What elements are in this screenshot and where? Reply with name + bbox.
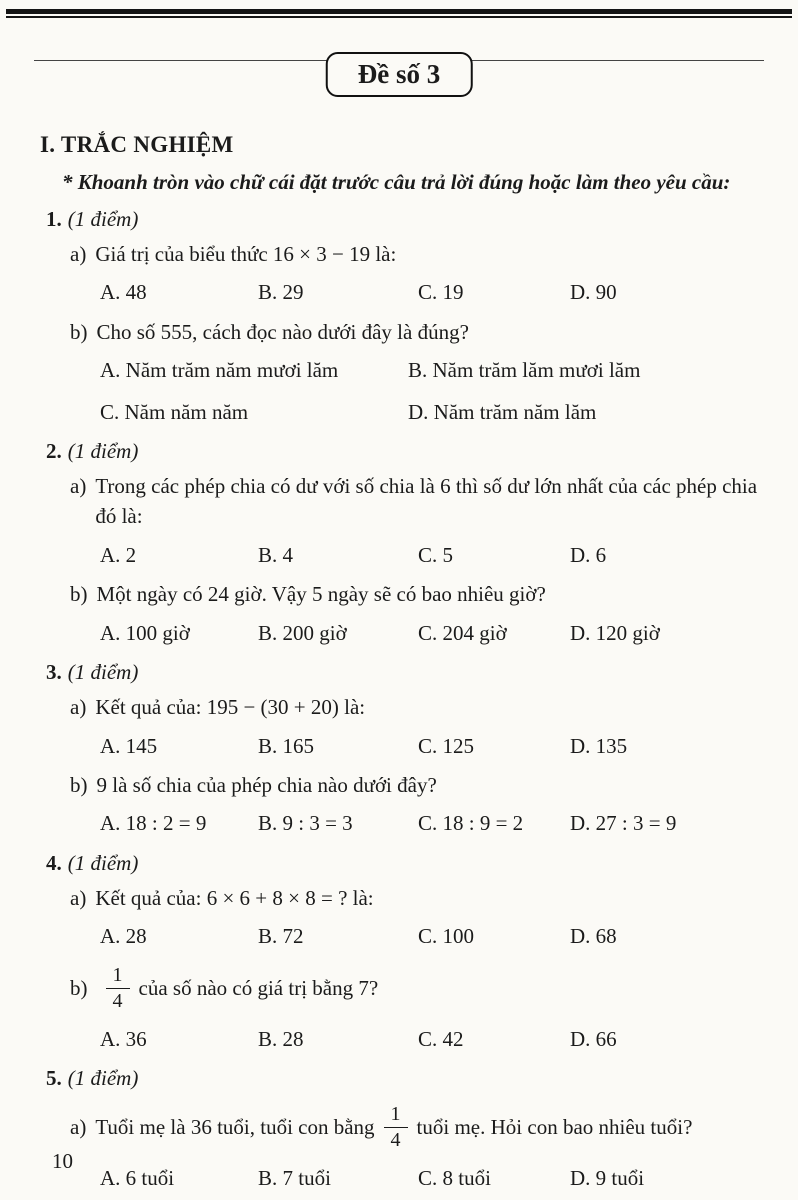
option: B. 4: [258, 542, 294, 567]
option: C. 204 giờ: [418, 620, 507, 645]
option: C. 18 : 9 = 2: [418, 811, 524, 836]
part-text: Kết quả của: 195 − (30 + 20) là:: [95, 695, 366, 720]
test-title: Đề số 3: [357, 59, 441, 89]
part-text: Trong các phép chia có dư với số chia là 6 thì số dư lớn nhất của các phép chia đó là:: [95, 474, 758, 529]
question-2-head: [46, 439, 762, 464]
part-3b: [70, 770, 762, 800]
header: [0, 58, 798, 110]
options-2a: [100, 541, 762, 570]
part-label: b): [70, 975, 88, 1000]
option: B. 72: [258, 924, 304, 949]
option: B. 165: [258, 733, 315, 758]
question-3: [40, 660, 762, 839]
question-5-head: [46, 1066, 762, 1091]
fraction: [384, 1103, 408, 1152]
fraction-numerator: 1: [106, 964, 130, 989]
option: A. 36: [100, 1026, 147, 1051]
option: D. 66: [570, 1026, 617, 1051]
option: A. 48: [100, 280, 147, 305]
part-4a: [70, 883, 762, 913]
options-1a: [100, 278, 762, 307]
question-5: [40, 1066, 762, 1193]
option: A. 100 giờ: [100, 620, 190, 645]
options-4b: [100, 1025, 762, 1054]
option: B. 9 : 3 = 3: [258, 811, 353, 836]
option: B. 29: [258, 280, 304, 305]
question-number: 3.: [46, 660, 62, 685]
question-number: 1.: [46, 207, 62, 231]
options-5a: [100, 1164, 762, 1193]
question-points: (1 điểm): [67, 850, 139, 875]
option: C. 5: [418, 542, 454, 567]
part-text: 9 là số chia của phép chia nào dưới đây?: [96, 772, 437, 797]
part-label: b): [70, 319, 88, 344]
part-text: Cho số 555, cách đọc nào dưới đây là đúng?: [96, 319, 469, 344]
option: A. 2: [100, 542, 137, 567]
option: C. 42: [418, 1026, 464, 1051]
option: D. 90: [570, 280, 617, 305]
part-label: b): [70, 582, 88, 607]
option: A. 28: [100, 924, 147, 949]
fraction-denominator: 4: [112, 989, 123, 1012]
option: B. 7 tuổi: [258, 1166, 331, 1191]
part-2b: [70, 579, 762, 609]
option: C. 8 tuổi: [418, 1166, 491, 1191]
question-1-head: [46, 207, 762, 232]
options-3b: [100, 809, 762, 838]
option: C. 19: [418, 280, 464, 305]
part-text-before: Tuổi mẹ là 36 tuổi, tuổi con bằng: [95, 1115, 375, 1140]
part-label: a): [70, 474, 87, 499]
question-points: (1 điểm): [67, 660, 139, 685]
part-3a: [70, 692, 762, 722]
part-text: Kết quả của: 6 × 6 + 8 × 8 = ? là:: [95, 885, 374, 910]
fraction-numerator: 1: [384, 1103, 408, 1128]
question-points: (1 điểm): [67, 1066, 139, 1091]
part-label: a): [70, 1115, 87, 1140]
part-label: a): [70, 695, 87, 720]
option: D. 135: [570, 733, 628, 758]
option: D. 68: [570, 924, 617, 949]
option: A. 145: [100, 733, 158, 758]
part-label: b): [70, 772, 88, 797]
question-number: 5.: [46, 1066, 62, 1091]
options-1b: [100, 356, 762, 427]
part-label: a): [70, 242, 87, 266]
page-number: 10: [52, 1149, 73, 1173]
option: D. 27 : 3 = 9: [570, 811, 677, 836]
option: C. Năm năm năm: [100, 399, 249, 424]
option: C. 125: [418, 733, 475, 758]
part-text: Giá trị của biểu thức 16 × 3 − 19 là:: [95, 242, 397, 266]
option: C. 100: [418, 924, 475, 949]
part-text: của số nào có giá trị bằng 7?: [138, 975, 379, 1000]
part-4b: [70, 964, 762, 1013]
top-border-thin: [6, 16, 792, 18]
content: [0, 132, 798, 1193]
question-3-head: [46, 660, 762, 685]
part-2a: [70, 471, 762, 532]
part-text: Một ngày có 24 giờ. Vậy 5 ngày sẽ có bao nhiêu giờ?: [96, 582, 546, 607]
options-2b: [100, 619, 762, 648]
question-4: [40, 851, 762, 1054]
section-title: I. TRẮC NGHIỆM: [40, 132, 234, 157]
question-1: [40, 207, 762, 427]
test-title-box: [326, 52, 473, 97]
question-points: (1 điểm): [67, 439, 139, 464]
instruction: * Khoanh tròn vào chữ cái đặt trước câu trả lời đúng hoặc làm theo yêu cầu:: [62, 170, 731, 194]
part-1a: [70, 239, 762, 269]
option: A. 18 : 2 = 9: [100, 811, 207, 836]
part-5a: [70, 1103, 762, 1152]
option: A. 6 tuổi: [100, 1166, 175, 1191]
options-4a: [100, 922, 762, 951]
option: D. Năm trăm năm lăm: [408, 399, 597, 424]
option: B. 28: [258, 1026, 304, 1051]
part-label: a): [70, 885, 87, 910]
top-border-thick: [6, 9, 792, 14]
option: D. 9 tuổi: [570, 1166, 645, 1191]
options-3a: [100, 732, 762, 761]
option: D. 6: [570, 542, 607, 567]
part-1b: [70, 317, 762, 347]
fraction-denominator: 4: [390, 1129, 401, 1152]
question-2: [40, 439, 762, 648]
part-text-after: tuổi mẹ. Hỏi con bao nhiêu tuổi?: [416, 1115, 693, 1140]
option: A. Năm trăm năm mươi lăm: [100, 358, 339, 383]
question-4-head: [46, 851, 762, 876]
option: B. 200 giờ: [258, 620, 347, 645]
question-number: 4.: [46, 850, 62, 875]
option: D. 120 giờ: [570, 620, 660, 645]
fraction: [106, 964, 130, 1013]
question-points: (1 điểm): [67, 207, 139, 231]
option: B. Năm trăm lăm mươi lăm: [408, 358, 641, 383]
question-number: 2.: [46, 439, 62, 464]
